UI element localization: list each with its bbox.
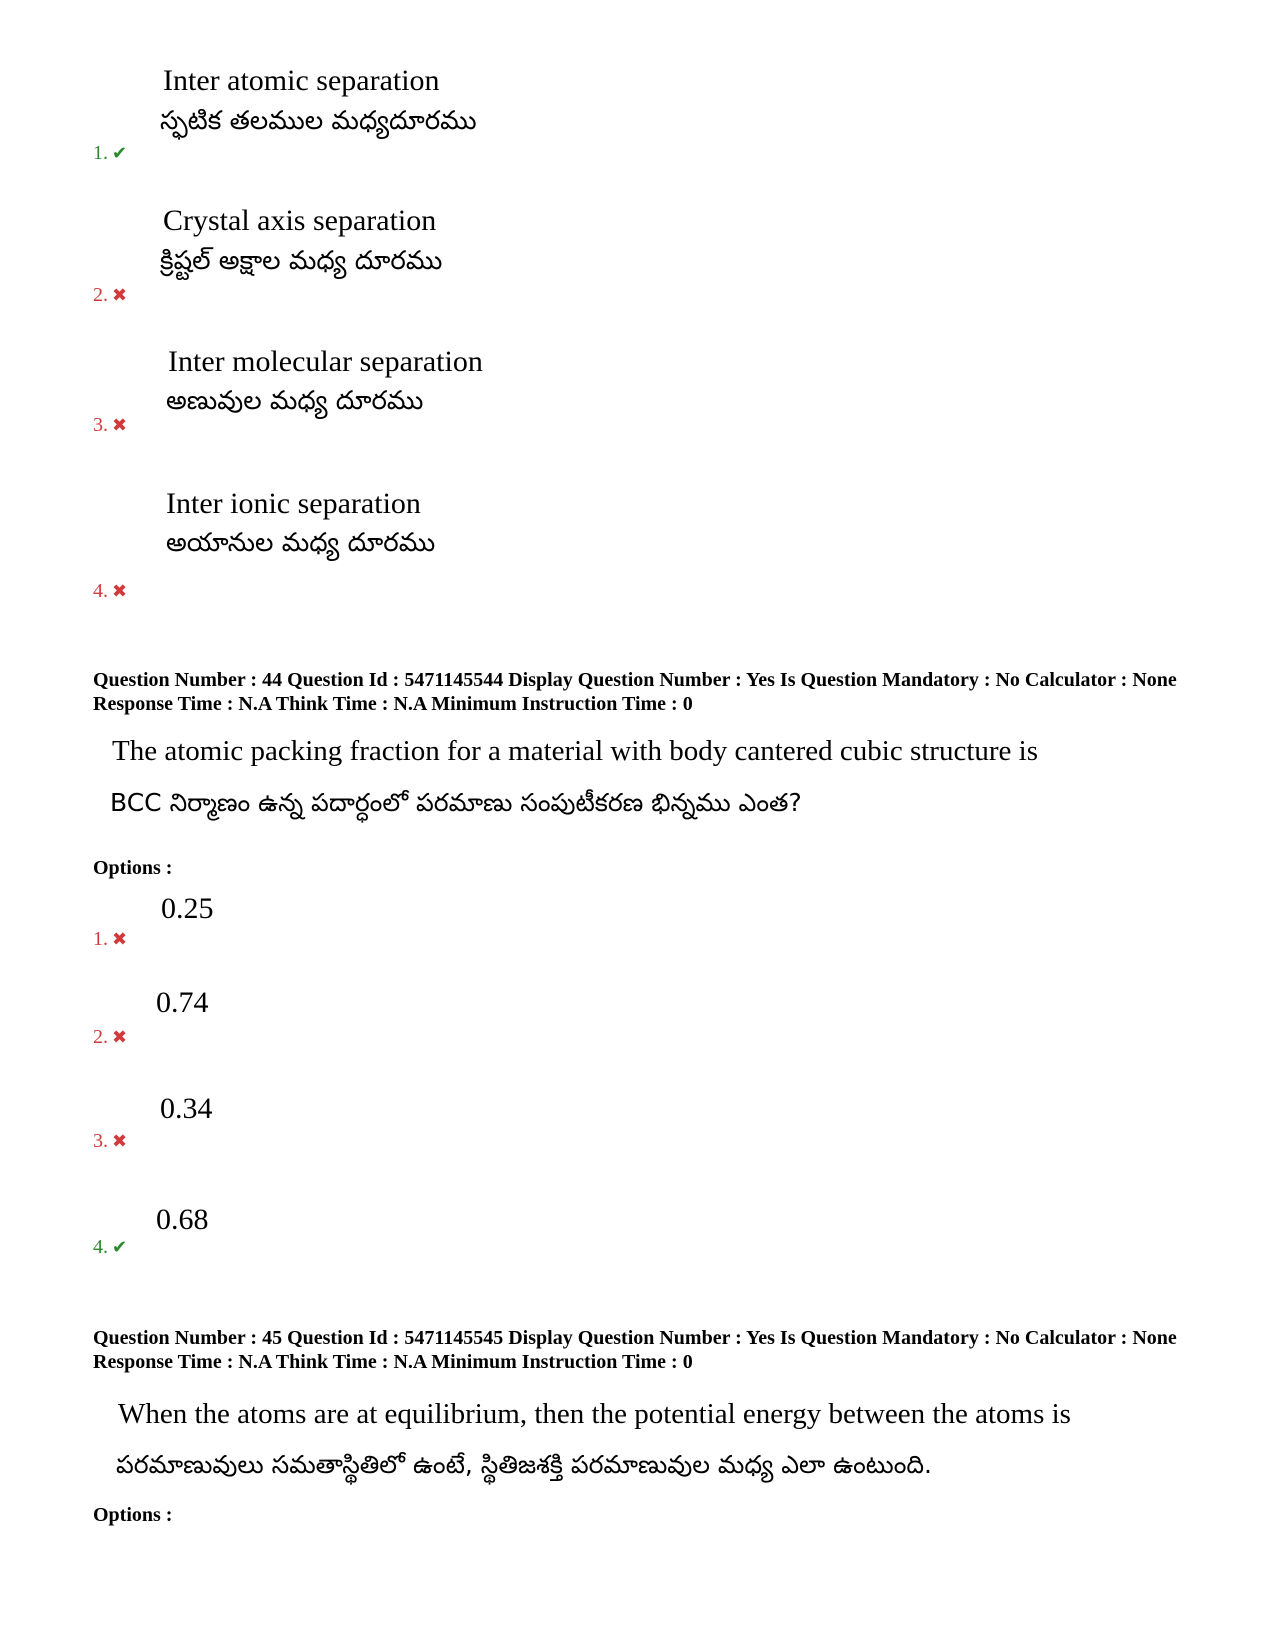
- option-4-number: 4. ✖: [93, 580, 128, 602]
- option-1-telugu: స్ఫటిక తలముల మధ్యదూరము: [160, 106, 477, 136]
- option-3-telugu: అణువుల మధ్య దూరము: [166, 386, 424, 416]
- option-1-number: 1. ✔: [93, 142, 128, 164]
- correct-check-icon: ✔: [112, 1237, 128, 1257]
- option-3-number: 3. ✖: [93, 414, 128, 436]
- q44-option-1-number: 1. ✖: [93, 928, 128, 950]
- option-3-english: Inter molecular separation: [168, 345, 483, 378]
- question-45-text-telugu: పరమాణువులు సమతాస్థితిలో ఉంటే, స్థితిజశక్తి పరమాణువుల మధ్య ఎలా ఉంటుంది.: [116, 1450, 932, 1479]
- option-4-english: Inter ionic separation: [166, 487, 421, 520]
- q44-option-4-value: 0.68: [156, 1203, 209, 1236]
- q44-option-2-value: 0.74: [156, 986, 209, 1019]
- option-2-english: Crystal axis separation: [163, 204, 437, 237]
- q44-option-3-number: 3. ✖: [93, 1130, 128, 1152]
- wrong-cross-icon: ✖: [112, 929, 128, 949]
- option-4-telugu: అయానుల మధ్య దూరము: [166, 528, 436, 558]
- q44-option-4-number: 4. ✔: [93, 1236, 128, 1258]
- question-45-options-label: Options :: [93, 1504, 173, 1526]
- question-44-meta: Question Number : 44 Question Id : 5471145544 Display Question Number : Yes Is Question Mandatory : No Calculator : None Response Time : N.A Think Time : N.A Minimum Instruction Time : 0: [93, 669, 1177, 715]
- wrong-cross-icon: ✖: [112, 285, 128, 305]
- question-44-text-english: The atomic packing fraction for a material with body cantered cubic structure is: [112, 735, 1039, 767]
- q44-option-3-value: 0.34: [160, 1092, 213, 1125]
- question-44-text-telugu: BCC నిర్మాణం ఉన్న పదార్ధంలో పరమాణు సంపుటీకరణ భిన్నము ఎంత?: [110, 788, 802, 817]
- option-1-english: Inter atomic separation: [163, 64, 440, 97]
- question-44-options-label: Options :: [93, 857, 173, 879]
- question-45-meta: Question Number : 45 Question Id : 5471145545 Display Question Number : Yes Is Question Mandatory : No Calculator : None Response Time : N.A Think Time : N.A Minimum Instruction Time : 0: [93, 1327, 1177, 1373]
- wrong-cross-icon: ✖: [112, 1027, 128, 1047]
- question-45-text-english: When the atoms are at equilibrium, then the potential energy between the atoms is: [118, 1398, 1071, 1430]
- option-2-number: 2. ✖: [93, 284, 128, 306]
- wrong-cross-icon: ✖: [112, 1131, 128, 1151]
- option-2-telugu: క్రిష్టల్ అక్షాల మధ్య దూరము: [160, 246, 443, 276]
- wrong-cross-icon: ✖: [112, 581, 128, 601]
- correct-check-icon: ✔: [112, 143, 128, 163]
- q44-option-1-value: 0.25: [161, 892, 214, 925]
- q44-option-2-number: 2. ✖: [93, 1026, 128, 1048]
- wrong-cross-icon: ✖: [112, 415, 128, 435]
